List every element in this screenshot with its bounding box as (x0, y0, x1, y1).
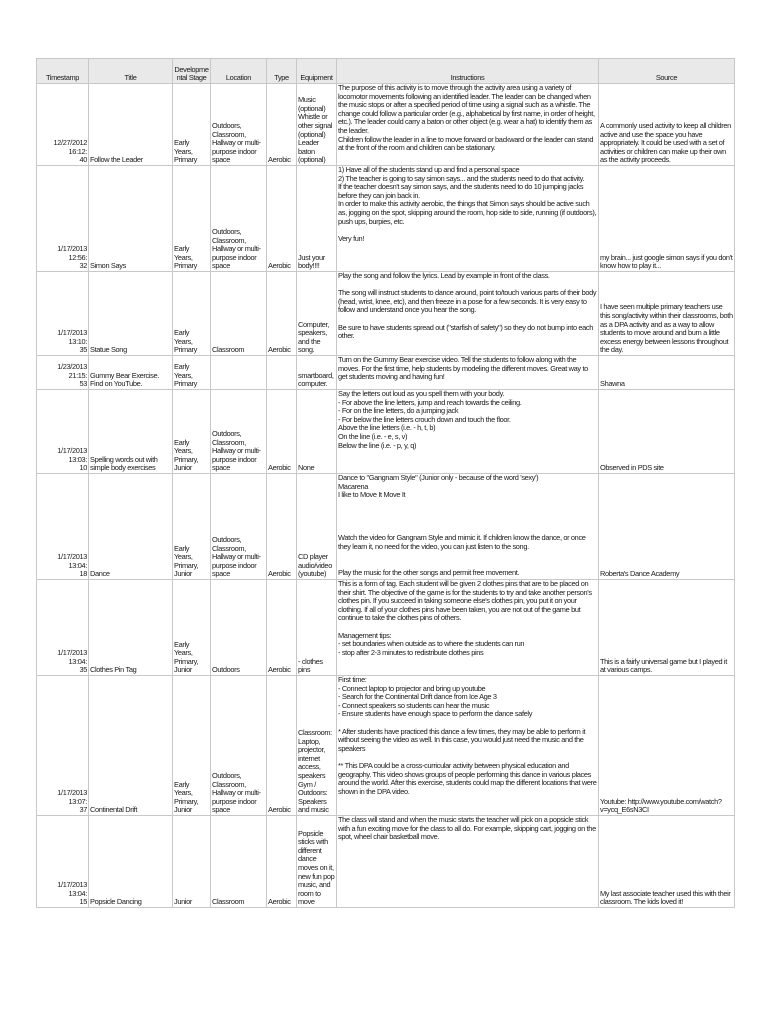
timestamp-date: 1/17/2013 13:04: (57, 648, 87, 666)
header-type: Type (267, 59, 297, 84)
instruction-line: - For on the line letters, do a jumping jack (338, 406, 459, 416)
instruction-line: If the teacher doesn't say simon says, and the students need to do 10 jumping jacks before they can join back in. (338, 182, 584, 200)
cell-title: Popsicle Dancing (89, 816, 173, 908)
cell-instructions (337, 166, 599, 272)
timestamp-seconds: 40 (79, 155, 87, 165)
instruction-line: Very fun! (338, 233, 365, 243)
instruction-line: I like to Move It Move It (338, 490, 406, 500)
instruction-line (338, 226, 597, 235)
table-row (37, 272, 735, 356)
table-row (37, 390, 735, 474)
instruction-line: - stop after 2-3 minutes to redistribute clothes pins (338, 647, 484, 657)
instruction-line: Above the line letters (i.e. - h, t, b) (338, 423, 436, 433)
cell-type: Aerobic (267, 816, 297, 908)
timestamp-date: 1/17/2013 13:07: (57, 788, 87, 806)
timestamp-seconds: 37 (79, 805, 87, 815)
timestamp-date: 1/17/2013 13:04: (57, 552, 87, 570)
cell-instructions (337, 272, 599, 356)
cell-source: A commonly used activity to keep all children active and use the space you have appropriately. It could be used with a set of activities or children can make up their own as the activity proceeds. (599, 84, 735, 166)
instruction-line: The class will stand and when the music starts the teacher will pick on a popsicle stick with a fun exciting move for the class to all do. For example, skipping cart, jogging on the spot, wheel chair basketball move. (338, 815, 596, 842)
cell-equipment: Music (optional) Whistle or other signal (optional) Leader baton (optional) (297, 84, 337, 166)
header-timestamp: Timestamp (37, 59, 89, 84)
cell-type: Aerobic (267, 390, 297, 474)
instruction-line: This is a form of tag. Each student will be given 2 clothes pins that are to be placed on their shirt. The objective of the game is for the students to try and take another person's clothes pin. If you succeed in taking someone else's clothes pin, you put it on your clothing. If all of your clothes pins have been taken, you are not out of the game but continue to take the clothes pins of others. (338, 579, 592, 623)
cell-timestamp (37, 816, 89, 908)
cell-location: Outdoors, Classroom, Hallway or multi-purpose indoor space (211, 390, 267, 474)
instruction-line: - Search for the Continental Drift dance from Ice Age 3 (338, 692, 497, 702)
cell-source: Roberta's Dance Academy (599, 474, 735, 580)
header-row (37, 59, 735, 84)
cell-title: Gummy Bear Exercise. Find on YouTube. (89, 356, 173, 390)
cell-type: Aerobic (267, 580, 297, 676)
cell-type: Aerobic (267, 166, 297, 272)
table-row (37, 166, 735, 272)
instruction-line: 2) The teacher is going to say simon says... and the students need to do that activity. (338, 173, 585, 183)
timestamp-date: 12/27/2012 16:12: (53, 138, 87, 156)
header-instructions: Instructions (337, 59, 599, 84)
instruction-line: Watch the video for Gangnam Style and mimic it. If children know the dance, or once they learn it, no need for the video, you can just listen to the song. (338, 533, 586, 551)
cell-type (267, 356, 297, 390)
cell-instructions (337, 390, 599, 474)
instruction-line: In order to make this activity aerobic, the things that Simon says should be active such as, jogging on the spot, skipping around the room, hop side to side, running (if outdoors), push ups, burpies, etc. (338, 199, 597, 226)
cell-timestamp (37, 84, 89, 166)
cell-equipment: - clothes pins (297, 580, 337, 676)
cell-equipment: smartboard, computer. (297, 356, 337, 390)
cell-location: Classroom (211, 272, 267, 356)
instruction-line: - Ensure students have enough space to perform the dance safely (338, 709, 533, 719)
instruction-line: On the line (i.e. - e, s, v) (338, 431, 408, 441)
cell-equipment: CD player audio/video (youtube) (297, 474, 337, 580)
table-row (37, 816, 735, 908)
cell-timestamp (37, 390, 89, 474)
cell-timestamp (37, 474, 89, 580)
cell-title: Statue Song (89, 272, 173, 356)
instruction-line: - For below the line letters crouch down and touch the floor. (338, 414, 511, 424)
activity-table (36, 58, 735, 908)
instruction-line (338, 517, 597, 526)
instruction-line: Turn on the Gummy Bear exercise video. Tell the students to follow along with the moves. For the first time, help students by modeling the different moves. Great way to get students moving and having fun! (338, 355, 588, 382)
cell-source: Youtube: http://www.youtube.com/watch?v=ycq_E6sN3CI (599, 676, 735, 816)
header-stage: Developmental Stage (173, 59, 211, 84)
cell-location: Outdoors (211, 580, 267, 676)
cell-timestamp (37, 676, 89, 816)
cell-title: Follow the Leader (89, 84, 173, 166)
cell-equipment: Just your body!!!! (297, 166, 337, 272)
cell-type: Aerobic (267, 676, 297, 816)
instruction-line: Below the line (i.e. - p, y, q) (338, 440, 417, 450)
cell-instructions (337, 84, 599, 166)
cell-type: Aerobic (267, 272, 297, 356)
timestamp-seconds: 53 (79, 379, 87, 389)
cell-location: Classroom (211, 816, 267, 908)
cell-timestamp (37, 356, 89, 390)
cell-location: Outdoors, Classroom, Hallway or multi-purpose indoor space (211, 676, 267, 816)
timestamp-seconds: 10 (79, 463, 87, 473)
cell-title: Continental Drift (89, 676, 173, 816)
instruction-line: - set boundaries when outside as to where the students can run (338, 639, 525, 649)
cell-stage: Early Years, Primary, Junior (173, 390, 211, 474)
timestamp-date: 1/17/2013 13:04: (57, 880, 87, 898)
header-location: Location (211, 59, 267, 84)
instruction-line: Children follow the leader in a line to move forward or backward or the leader can stand at the front of the room and children can be stationary. (338, 134, 594, 153)
cell-location: Outdoors, Classroom, Hallway or multi-purpose indoor space (211, 166, 267, 272)
cell-stage: Early Years, Primary (173, 272, 211, 356)
table-row (37, 474, 735, 580)
cell-title: Dance (89, 474, 173, 580)
cell-source: My last associate teacher used this with their classroom. The kids loved it! (599, 816, 735, 908)
cell-stage: Early Years, Primary (173, 166, 211, 272)
instruction-line: Play the music for the other songs and permit free movement. (338, 567, 520, 577)
cell-source: my brain... just google simon says if you don't know how to play it... (599, 166, 735, 272)
cell-equipment: None (297, 390, 337, 474)
header-equipment: Equipment (297, 59, 337, 84)
cell-source: I have seen multiple primary teachers use this song/activity within their classrooms, both as a DPA activity and as a way to allow students to move around and burn a little excess energy between lessons throughout the day. (599, 272, 735, 356)
table-row (37, 676, 735, 816)
cell-stage: Early Years, Primary (173, 84, 211, 166)
header-title: Title (89, 59, 173, 84)
cell-equipment: Classroom: Laptop, projector, internet access, speakers Gym / Outdoors: Speakers and music (297, 676, 337, 816)
cell-instructions (337, 816, 599, 908)
cell-type: Aerobic (267, 84, 297, 166)
cell-instructions (337, 580, 599, 676)
instruction-line (338, 551, 597, 560)
cell-equipment: Computer, speakers, and the song. (297, 272, 337, 356)
cell-timestamp (37, 580, 89, 676)
instruction-line: Management tips: (338, 630, 392, 640)
cell-equipment: Popsicle sticks with different dance moves on it, new fun pop music, and room to move (297, 816, 337, 908)
cell-title: Spelling words out with simple body exercises (89, 390, 173, 474)
instruction-line: Be sure to have students spread out ("starfish of safety") so they do not bump into each other. (338, 322, 594, 341)
timestamp-date: 1/17/2013 13:10: (57, 328, 87, 346)
cell-source: This is a fairly universal game but I played it at various camps. (599, 580, 735, 676)
header-source: Source (599, 59, 735, 84)
timestamp-date: 1/17/2013 13:03: (57, 446, 87, 464)
instruction-line: Play the song and follow the lyrics. Lead by example in front of the class. (338, 271, 550, 280)
cell-type: Aerobic (267, 474, 297, 580)
cell-instructions (337, 474, 599, 580)
cell-stage: Early Years, Primary, Junior (173, 474, 211, 580)
table-row (37, 580, 735, 676)
table-row (37, 356, 735, 390)
cell-source: Observed in PDS site (599, 390, 735, 474)
instruction-line: - For above the line letters, jump and reach towards the ceiling. (338, 397, 522, 407)
cell-location: Outdoors, Classroom, Hallway or multi-purpose indoor space (211, 474, 267, 580)
instruction-line: * After students have practiced this dance a few times, they may be able to perform it without seeing the video as well. In this case, you would just need the music and the speakers (338, 726, 586, 753)
cell-timestamp (37, 166, 89, 272)
timestamp-seconds: 18 (79, 569, 87, 579)
cell-title: Clothes Pin Tag (89, 580, 173, 676)
cell-stage: Early Years, Primary (173, 356, 211, 390)
instruction-line: The purpose of this activity is to move through the activity area using a variety of locomotor movements following an identified leader. The leader can be changed when the music stops or after a specified period of time using a signal such as a whistle. The change could follow a particular order (e.g., alphabetical by first name, in order of height, etc.). The leader could carry a baton or other object (e.g. wear a hat) to identify them as the leader. (338, 83, 595, 135)
timestamp-date: 1/23/2013 21:15: (57, 362, 87, 380)
instruction-line (338, 500, 597, 509)
cell-instructions (337, 356, 599, 390)
instruction-line: 1) Have all of the students stand up and find a personal space (338, 165, 520, 174)
cell-location: Outdoors, Classroom, Hallway or multi-purpose indoor space (211, 84, 267, 166)
timestamp-seconds: 35 (79, 665, 87, 675)
instruction-line: - Connect laptop to projector and bring up youtube (338, 683, 486, 693)
instruction-line: Macarena (338, 481, 369, 491)
cell-stage: Early Years, Primary, Junior (173, 676, 211, 816)
spreadsheet (36, 58, 734, 908)
cell-stage: Early Years, Primary, Junior (173, 580, 211, 676)
cell-instructions (337, 676, 599, 816)
timestamp-seconds: 15 (79, 897, 87, 907)
instruction-line: The song will instruct students to dance around, point to/touch various parts of their body (head, wrist, knee, etc), and then freeze in a pose for a few seconds. It is very easy to follow and understand once you hear the song. (338, 288, 597, 315)
timestamp-date: 1/17/2013 12:56: (57, 244, 87, 262)
cell-source: Shawna (599, 356, 735, 390)
cell-location (211, 356, 267, 390)
timestamp-seconds: 35 (79, 345, 87, 355)
instruction-line: First time: (338, 675, 367, 684)
instruction-line: Say the letters out loud as you spell them with your body. (338, 389, 505, 398)
timestamp-seconds: 32 (79, 261, 87, 271)
instruction-line: - Connect speakers so students can hear the music (338, 700, 490, 710)
table-row (37, 84, 735, 166)
cell-timestamp (37, 272, 89, 356)
instruction-line: Dance to "Gangnam Style" (Junior only - because of the word 'sexy') (338, 473, 539, 482)
instruction-line: ** This DPA could be a cross-curricular activity between physical education and geography. This video shows groups of people performing this dance in various places around the world. After this exercise, students could map the different locations that were shown in the DPA video. (338, 760, 597, 796)
cell-title: Simon Says (89, 166, 173, 272)
cell-stage: Junior (173, 816, 211, 908)
instruction-line (338, 508, 597, 517)
